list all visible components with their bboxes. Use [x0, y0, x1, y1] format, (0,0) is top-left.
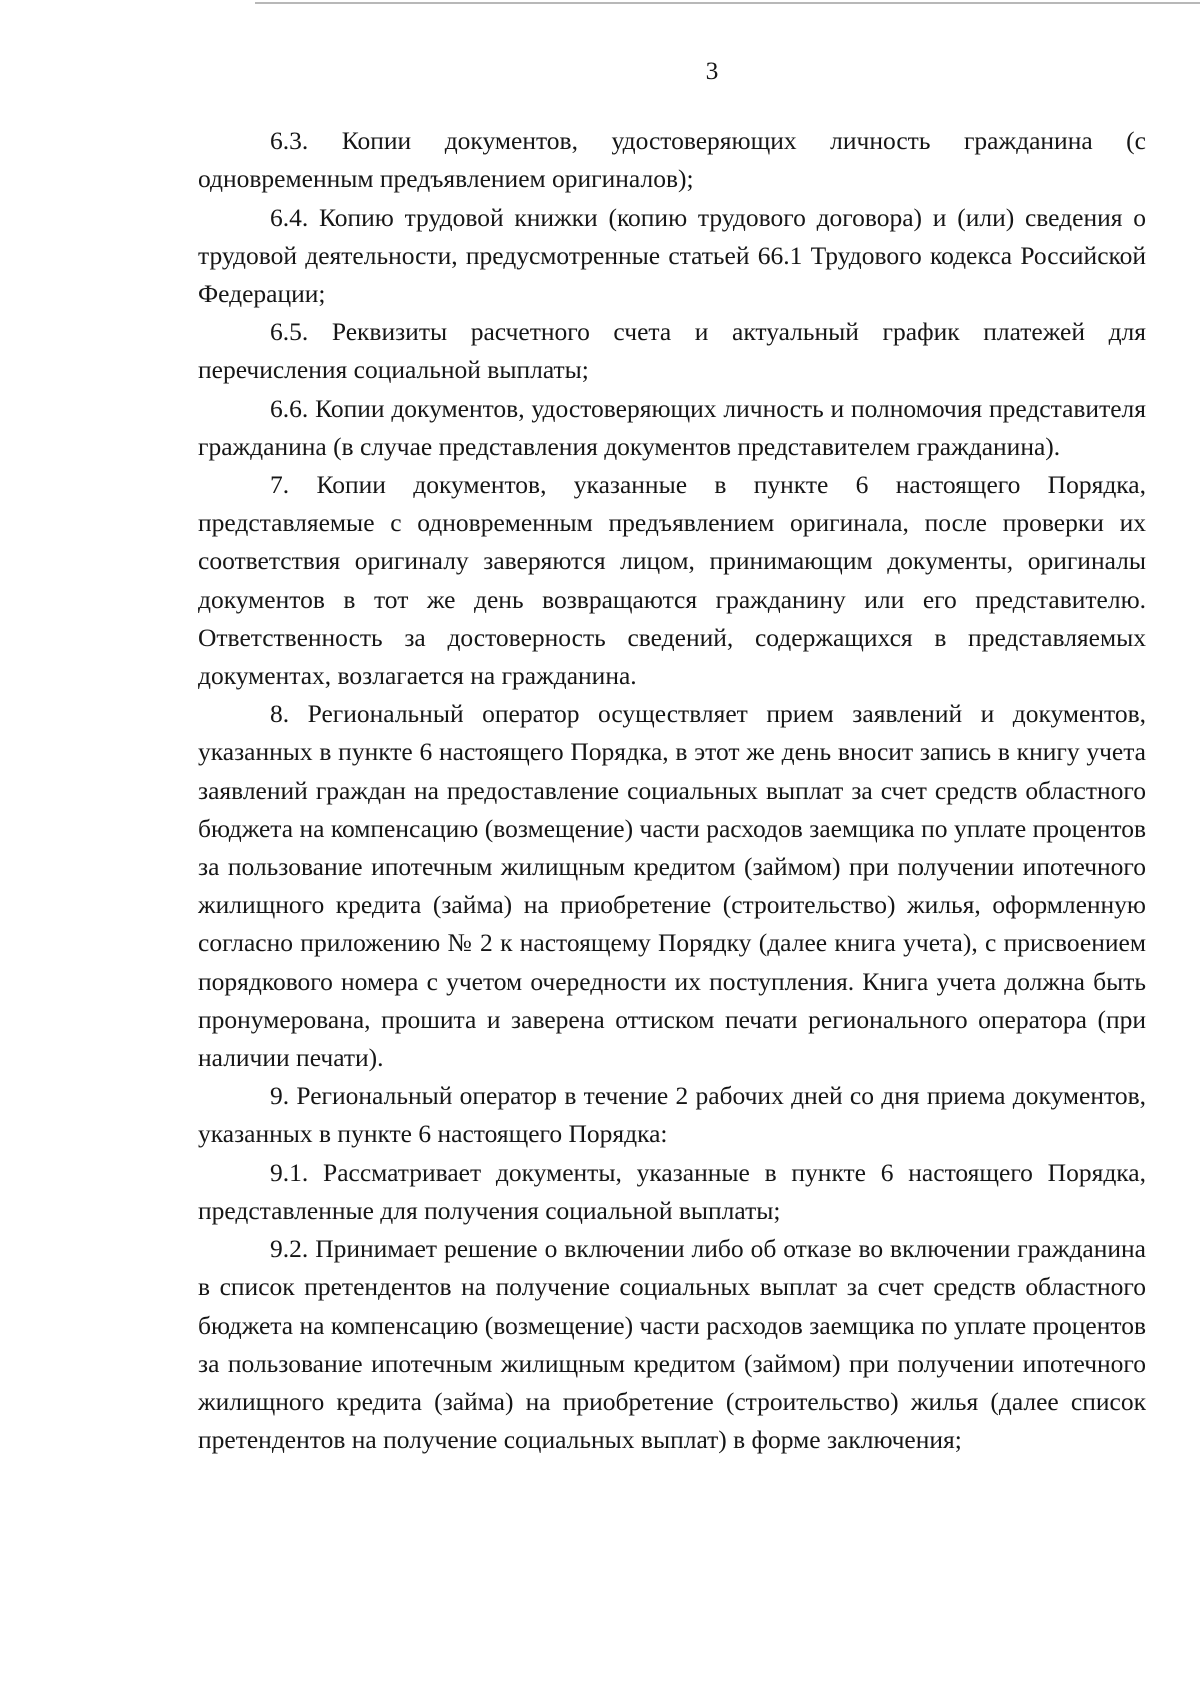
paragraph-6-5: 6.5. Реквизиты расчетного счета и актуальный график платежей для перечисления социальной выплаты;: [198, 317, 1146, 385]
paragraph-7: 7. Копии документов, указанные в пункте 6 настоящего Порядка, представляемые с одновременным предъявлением оригинала, после проверки их соответствия оригиналу заверяются лицом, принимающим документы, оригиналы документов в тот же день возвращаются гражданину или его представителю. Ответственность за достоверность сведений, содержащихся в представляемых документах, возлагается на гражданина.: [198, 470, 1146, 691]
scan-top-edge: [255, 2, 1200, 4]
paragraph-6-3: 6.3. Копии документов, удостоверяющих личность гражданина (с одновременным предъявлением оригиналов);: [198, 126, 1146, 194]
paragraph-9: 9. Региональный оператор в течение 2 рабочих дней со дня приема документов, указанных в пункте 6 настоящего Порядка:: [198, 1081, 1146, 1149]
page-number: 3: [705, 56, 719, 85]
paragraph-9-2: 9.2. Принимает решение о включении либо об отказе во включении гражданина в список претендентов на получение социальных выплат за счет средств областного бюджета на компенсацию (возмещение) части расходов заемщика по уплате процентов за пользование ипотечным жилищным кредитом (займом) при получении ипотечного жилищного кредита (займа) на приобретение (строительство) жилья (далее список претендентов на получение социальных выплат) в форме заключения;: [198, 1234, 1146, 1455]
document-page: [198, 52, 1146, 1459]
paragraph-6-6: 6.6. Копии документов, удостоверяющих личность и полномочия представителя гражданина (в случае представления документов представителем гражданина).: [198, 393, 1146, 461]
paragraph-6-4: 6.4. Копию трудовой книжки (копию трудового договора) и (или) сведения о трудовой деятельности, предусмотренные статьей 66.1 Трудового кодекса Российской Федерации;: [198, 202, 1146, 309]
paragraph-8: 8. Региональный оператор осуществляет прием заявлений и документов, указанных в пункте 6 настоящего Порядка, в этот же день вносит запись в книгу учета заявлений граждан на предоставление социальных выплат за счет средств областного бюджета на компенсацию (возмещение) части расходов заемщика по уплате процентов за пользование ипотечным жилищным кредитом (займом) при получении ипотечного жилищного кредита (займа) на приобретение (строительство) жилья, оформленную согласно приложению № 2 к настоящему Порядку (далее книга учета), с присвоением порядкового номера с учетом очередности их поступления. Книга учета должна быть пронумерована, прошита и заверена оттиском печати регионального оператора (при наличии печати).: [198, 699, 1146, 1073]
paragraph-9-1: 9.1. Рассматривает документы, указанные в пункте 6 настоящего Порядка, представленные для получения социальной выплаты;: [198, 1157, 1146, 1225]
